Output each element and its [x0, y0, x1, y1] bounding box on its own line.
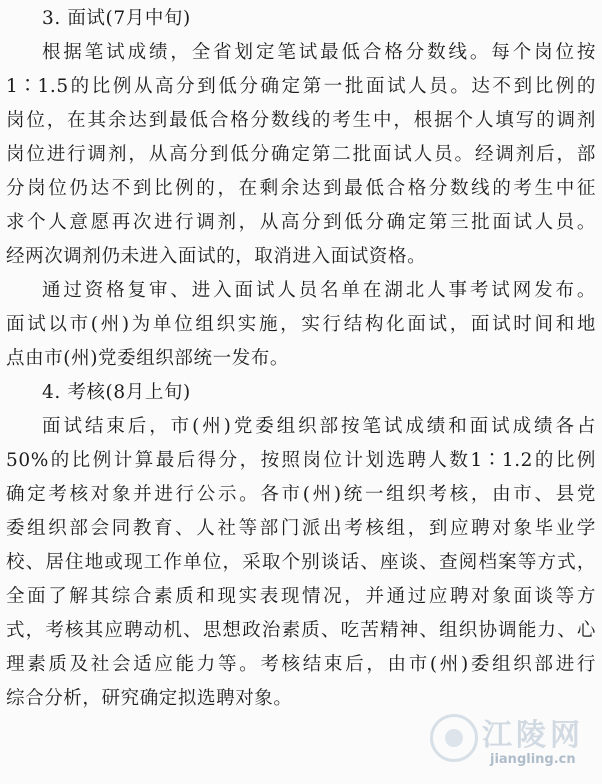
paragraph-line: 通过资格复审、进入面试人员名单在湖北人事考试网发布。 [42, 280, 596, 301]
paragraph-line: 综合分析，研究确定拟选聘对象。 [6, 688, 293, 709]
paragraph-line: 分岗位仍达不到比例的，在剩余达到最低合格分数线的考生中征 [6, 178, 596, 199]
paragraph-line: 校、居住地或现工作单位，采取个别谈话、座谈、查阅档案等方式， [6, 552, 596, 573]
paragraph-line: 式，考核其应聘动机、思想政治素质、吃苦精神、组织协调能力、心 [6, 620, 596, 641]
paragraph-line: 1∶1.5的比例从高分到低分确定第一批面试人员。达不到比例的 [6, 76, 596, 97]
paragraph-line: 面试以市(州)为单位组织实施，实行结构化面试，面试时间和地 [6, 314, 596, 335]
paragraph-line: 点由市(州)党委组织部统一发布。 [6, 348, 290, 369]
section-heading-interview: 3. 面试(7月中旬) [42, 8, 191, 29]
paragraph-line: 岗位，在其余达到最低合格分数线的考生中，根据个人填写的调剂 [6, 110, 596, 131]
watermark-logo-icon [430, 714, 478, 762]
paragraph-line: 面试结束后，市(州)党委组织部按笔试成绩和面试成绩各占 [42, 416, 596, 437]
paragraph-line: 全面了解其综合素质和现实表现情况，并通过应聘对象面谈等方 [6, 586, 596, 607]
section-heading-assessment: 4. 考核(8月上旬) [42, 382, 191, 403]
paragraph-line: 理素质及社会适应能力等。考核结束后，由市(州)委组织部进行 [6, 654, 596, 675]
paragraph-line: 求个人意愿再次进行调剂，从高分到低分确定第三批面试人员。 [6, 212, 596, 233]
paragraph-line: 岗位进行调剂，从高分到低分确定第二批面试人员。经调剂后，部 [6, 144, 596, 165]
paragraph-line: 委组织部会同教育、人社等部门派出考核组，到应聘对象毕业学 [6, 518, 596, 539]
paragraph-line: 经两次调剂仍未进入面试的，取消进入面试资格。 [6, 246, 427, 267]
watermark-text: 江陵网 [482, 718, 584, 753]
paragraph-line: 根据笔试成绩，全省划定笔试最低合格分数线。每个岗位按 [42, 42, 596, 63]
watermark-url: jiangling.cn [490, 752, 576, 767]
paragraph-line: 50%的比例计算最后得分，按照岗位计划选聘人数1∶1.2的比例 [6, 450, 596, 471]
paragraph-line: 确定考核对象并进行公示。各市(州)统一组织考核，由市、县党 [6, 484, 596, 505]
site-watermark [430, 708, 598, 780]
